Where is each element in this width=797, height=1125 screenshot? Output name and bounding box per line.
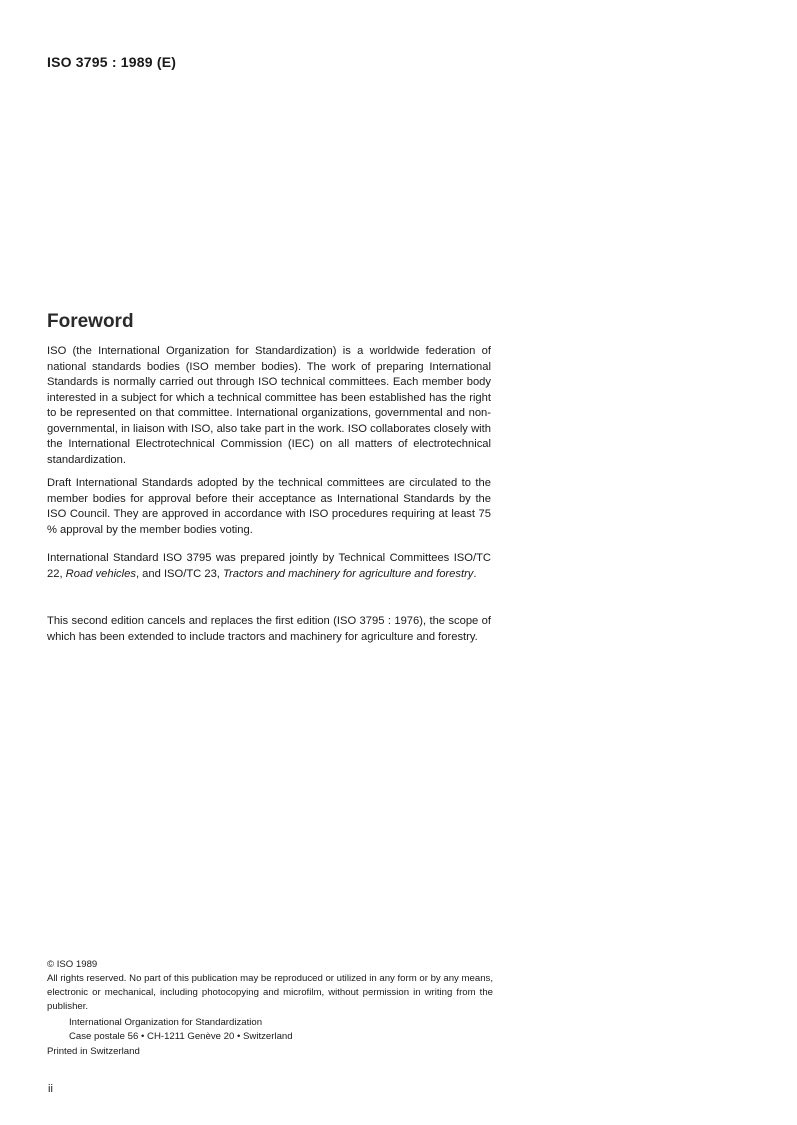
foreword-paragraph-3 (47, 551, 491, 582)
page-number: ii (48, 1083, 53, 1095)
rights-statement: All rights reserved. No part of this publication may be reproduced or utilized in any form or by any means, electronic or mechanical, including photocopying and microfilm, without permission in writing from the publisher. (47, 973, 493, 1012)
paragraph-3-text-b: , and ISO/TC 23, (135, 567, 224, 580)
document-header: ISO 3795 : 1989 (E) (47, 54, 177, 70)
printed-in: Printed in Switzerland (47, 1046, 140, 1057)
copyright-block (47, 958, 493, 1059)
paragraph-3-text-c: . (473, 567, 477, 580)
publisher-address (47, 1016, 493, 1044)
foreword-paragraph-2: Draft International Standards adopted by the technical committees are circulated to the member bodies for approval before their acceptance as International Standards by the ISO Council. They are approved in accordance with ISO procedures requiring at least 75 % approval by the member bodies voting. (47, 477, 491, 536)
publisher-name: International Organization for Standardization (69, 1017, 263, 1028)
foreword-paragraph-1: ISO (the International Organization for Standardization) is a worldwide federation of national standards bodies (ISO member bodies). The work of preparing International Standards is normally carried out through ISO technical committees. Each member body interested in a subject for which a technical committee has been established has the right to be represented on that committee. International organizations, governmental and non-governmental, in liaison with ISO, also take part in the work. ISO collaborates closely with the International Electrotechnical Commission (IEC) on all matters of electrotechnical standardization. (47, 345, 491, 466)
foreword-paragraph-4: This second edition cancels and replaces the first edition (ISO 3795 : 1976), the scope of which has been extended to include tractors and machinery for agriculture and forestry. (47, 615, 491, 643)
paragraph-3-text-a: International Standard ISO 3795 was prepared jointly by Technical Committees ISO/TC 22, (47, 552, 491, 580)
postal-address: Case postale 56 • CH-1211 Genève 20 • Switzerland (69, 1031, 293, 1042)
road-vehicles-title: Road vehicles (65, 567, 136, 580)
tractors-title: Tractors and machinery for agriculture and forestry (223, 567, 474, 580)
copyright-notice: © ISO 1989 (47, 959, 98, 970)
section-title: Foreword (47, 311, 134, 332)
